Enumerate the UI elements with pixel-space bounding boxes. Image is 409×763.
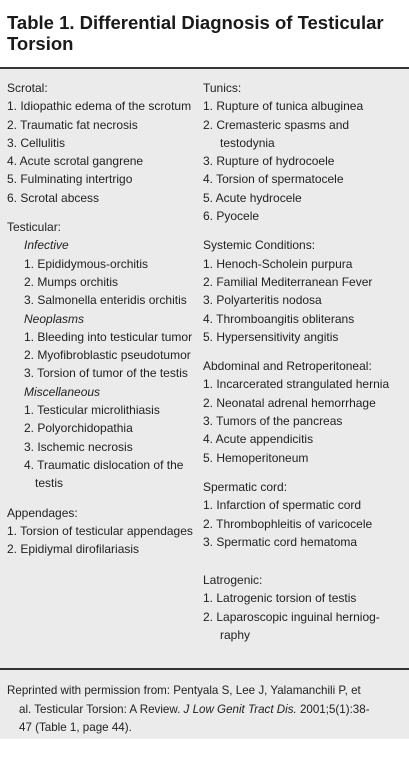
list-item: 4. Acute scrotal gangrene: [7, 154, 144, 169]
list-item: 3. Torsion of tumor of the testis: [24, 366, 188, 381]
table-bottom-rule: [0, 668, 409, 670]
subheading-miscellaneous: Miscellaneous: [24, 384, 101, 399]
list-item: 2. Neonatal adrenal hemorrhage: [203, 395, 376, 410]
list-item: 4. Traumatic dislocation of the: [24, 457, 184, 472]
list-item-continuation: raphy: [220, 628, 251, 643]
section-heading-systemic: Systemic Conditions:: [203, 238, 316, 253]
list-item: 2. Cremasteric spasms and: [203, 117, 350, 132]
list-item: 1. Rupture of tunica albuginea: [203, 99, 364, 114]
list-item: 5. Hypersensitivity angitis: [203, 329, 339, 344]
list-item-continuation: testis: [35, 476, 64, 491]
list-item: 3. Cellulitis: [7, 135, 66, 150]
list-item: 2. Polyorchidopathia: [24, 421, 133, 436]
list-item: 1. Latrogenic torsion of testis: [203, 591, 357, 606]
footnote-text: 2001;5(1):38-: [296, 702, 370, 716]
list-item: 1. Incarcerated strangulated hernia: [203, 377, 390, 392]
footnote-line-1: Reprinted with permission from: Pentyala S, Lee J, Yalamanchili P, et: [7, 684, 361, 697]
right-column: [203, 79, 406, 644]
left-column: [7, 79, 203, 558]
subheading-infective: Infective: [24, 238, 69, 253]
list-item: 4. Thromboangitis obliterans: [203, 311, 355, 326]
list-item: 4. Acute appendicitis: [203, 432, 314, 447]
reprint-footnote: [7, 682, 402, 738]
section-heading-spermatic-cord: Spermatic cord:: [203, 479, 288, 494]
section-heading-scrotal: Scrotal:: [7, 81, 48, 95]
section-heading-tunics: Tunics:: [203, 81, 242, 95]
list-item: 3. Salmonella enteridis orchitis: [24, 293, 187, 308]
list-item: 3. Ischemic necrosis: [24, 439, 133, 454]
footnote-line-3: 47 (Table 1, page 44).: [19, 721, 132, 734]
list-item: 2. Familial Mediterranean Fever: [203, 274, 373, 289]
section-heading-abdominal: Abdominal and Retroperitoneal:: [203, 359, 372, 374]
list-item: 1. Epididymous-orchitis: [24, 256, 149, 271]
section-heading-testicular: Testicular:: [7, 220, 62, 235]
list-item: 1. Bleeding into testicular tumor: [24, 329, 193, 344]
list-item: 2. Laparoscopic inguinal herniog-: [203, 609, 380, 624]
list-item: 1. Idiopathic edema of the scrotum: [7, 99, 192, 114]
list-item: 2. Thrombophleitis of varicocele: [203, 516, 373, 531]
list-item: 3. Spermatic cord hematoma: [203, 534, 358, 549]
section-heading-iatrogenic: Latrogenic:: [203, 573, 263, 588]
list-item: 1. Testicular microlithiasis: [24, 403, 160, 418]
list-item: 6. Pyocele: [203, 209, 260, 224]
table-title-line-2: Torsion: [7, 33, 74, 54]
list-item: 5. Fulminating intertrigo: [7, 172, 133, 187]
list-item: 4. Torsion of spermatocele: [203, 172, 344, 187]
list-item: 5. Hemoperitoneum: [203, 450, 309, 465]
list-item: 1. Henoch-Scholein purpura: [203, 256, 353, 271]
list-item: 1. Torsion of testicular appendages: [7, 523, 193, 538]
subheading-neoplasms: Neoplasms: [24, 311, 85, 326]
table-title: [7, 12, 402, 54]
list-item: 6. Scrotal abcess: [7, 190, 100, 205]
list-item: 3. Rupture of hydrocoele: [203, 154, 335, 169]
list-item: 1. Infarction of spermatic cord: [203, 498, 362, 513]
list-item-continuation: testodynia: [220, 135, 275, 150]
table-top-rule: [0, 67, 409, 69]
footnote-line-2: [7, 701, 402, 720]
list-item: 2. Epidiymal dirofilariasis: [7, 542, 140, 557]
list-item: 2. Myofibroblastic pseudotumor: [24, 348, 191, 363]
footnote-text: al. Testicular Torsion: A Review.: [19, 702, 184, 716]
list-item: 5. Acute hydrocele: [203, 190, 302, 205]
list-item: 2. Traumatic fat necrosis: [7, 117, 138, 132]
table-title-line-1: Table 1. Differential Diagnosis of Testicular: [7, 12, 384, 33]
list-item: 2. Mumps orchitis: [24, 274, 119, 289]
journal-name: J Low Genit Tract Dis.: [183, 702, 297, 716]
section-heading-appendages: Appendages:: [7, 505, 78, 520]
list-item: 3. Tumors of the pancreas: [203, 414, 343, 429]
list-item: 3. Polyarteritis nodosa: [203, 293, 322, 308]
